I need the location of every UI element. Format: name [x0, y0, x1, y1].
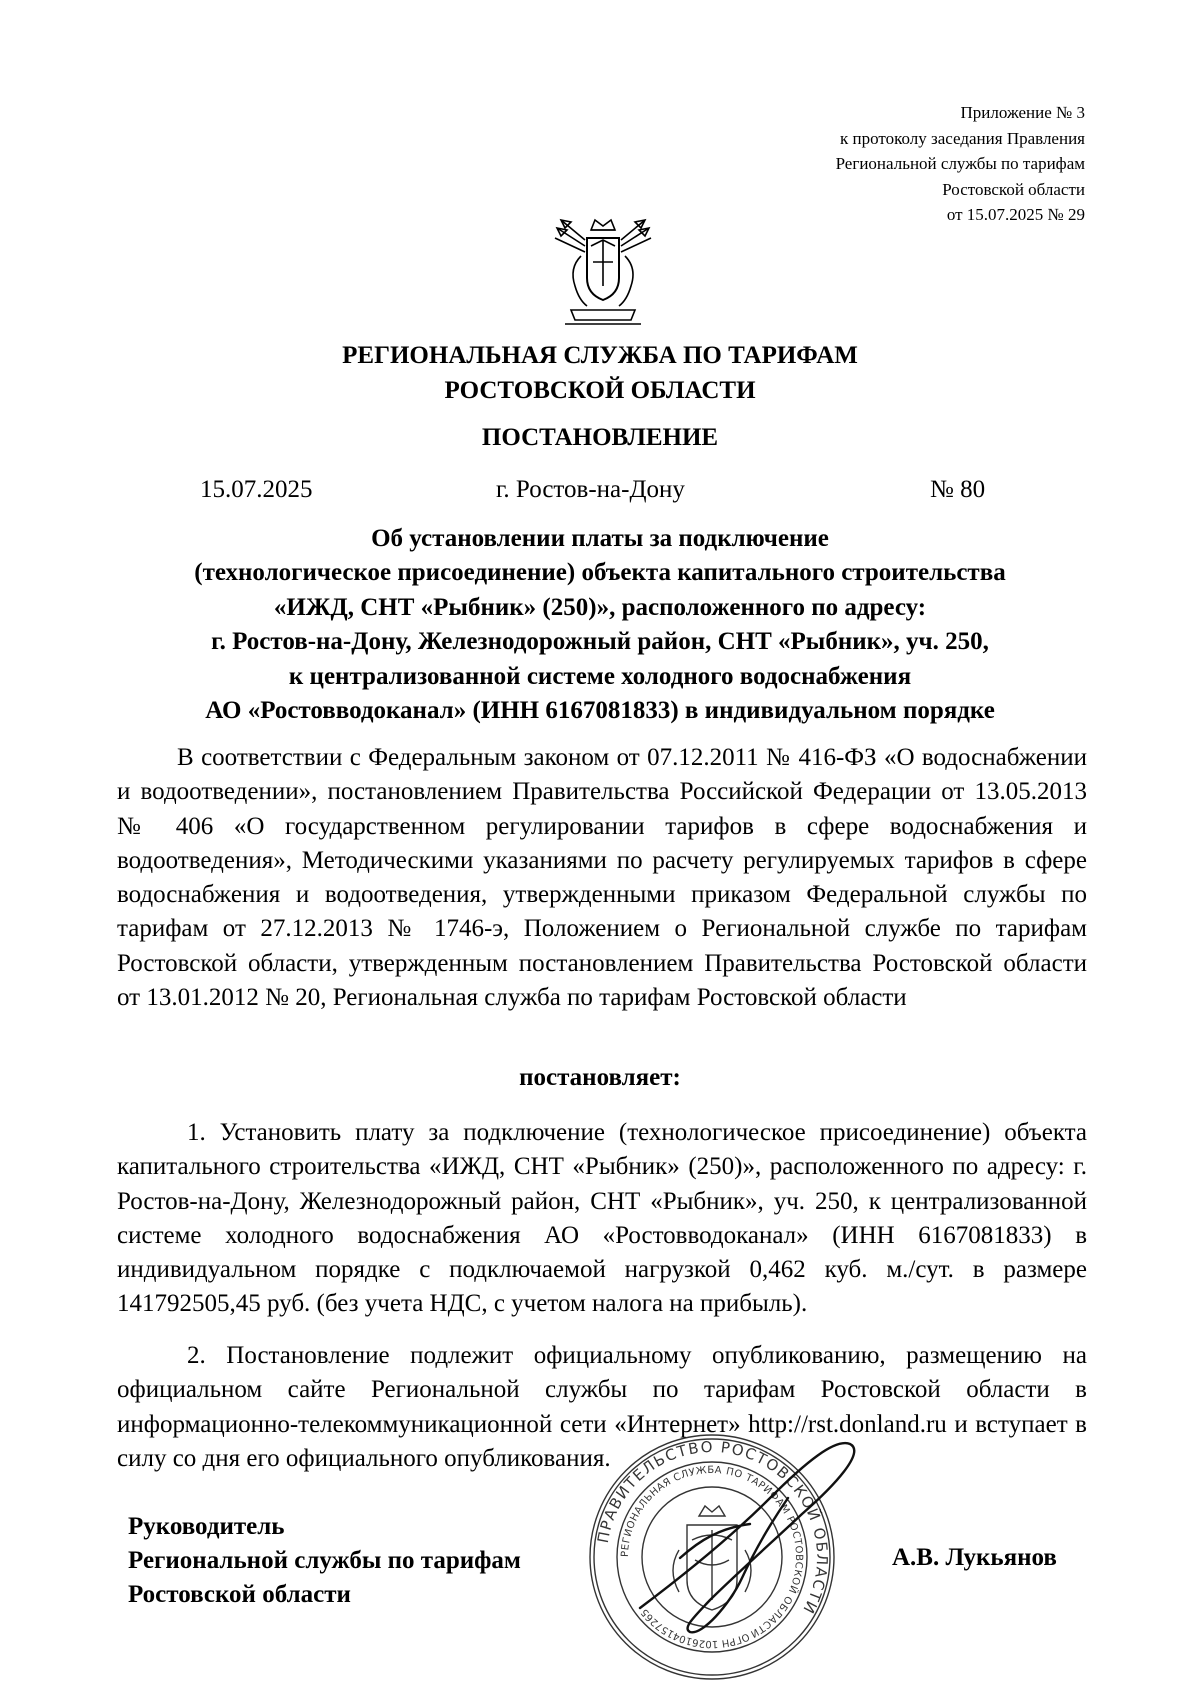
subject-line: Об установлении платы за подключение [371, 525, 829, 552]
document-city: г. Ростов-на-Дону [496, 476, 685, 503]
signatory-position-line: Руководитель [128, 1513, 285, 1540]
item-1-paragraph: 1. Установить плату за подключение (технологическое присоединение) объекта капитального строительства «ИЖД, СНТ «Рыбник» (250)», расположенного по адресу: г. Ростов-на-Дону, Железнодорожный район, СНТ «Рыбник», уч. 250, к централизованной системе холодного водоснабжения АО «Ростовводоканал» (ИНН 6167081833) в индивидуальном порядке с подключаемой нагрузкой 0,462 куб. м./сут. в размере 141792505,45 руб. (без учета НДС, с учетом налога на прибыль). [117, 1119, 1087, 1318]
appendix-line: от 15.07.2025 № 29 [946, 205, 1085, 224]
coat-of-arms-icon [551, 216, 655, 328]
signatory-name: А.В. Лукьянов [892, 1544, 1057, 1571]
signatory-position-line: Ростовской области [128, 1581, 351, 1608]
document-date: 15.07.2025 [200, 476, 313, 503]
item-2-paragraph: 2. Постановление подлежит официальному опубликованию, размещению на официальном сайте Региональной службы по тарифам Ростовской области в информационно-телекоммуникационной сети «Интернет» http://rst.donland.ru и вступает в силу со дня его официального опубликования. [117, 1342, 1087, 1472]
appendix-line: к протоколу заседания Правления [840, 128, 1085, 148]
org-line: РОСТОВСКОЙ ОБЛАСТИ [444, 377, 756, 404]
document-subject [0, 522, 1200, 728]
preamble-paragraph: В соответствии с Федеральным законом от 07.12.2011 № 416-ФЗ «О водоснабжении и водоотведении», постановлением Правительства Российской Федерации от 13.05.2013 № 406 «О государственном регулировании тарифов в сфере водоснабжения и водоотведения», Методическими указаниями по расчету регулируемых тарифов в сфере водоснабжения и водоотведения, утвержденными приказом Федеральной службы по тарифам от 27.12.2013 № 1746-э, Положением о Региональной службе по тарифам Ростовской области, утвержденным постановлением Правительства Ростовской области от 13.01.2012 № 20, Региональная служба по тарифам Ростовской области [117, 744, 1087, 1012]
organization-title [0, 338, 1200, 408]
document-number: № 80 [930, 476, 986, 503]
signatory-position-line: Региональной службы по тарифам [128, 1547, 521, 1574]
document-type: ПОСТАНОВЛЕНИЕ [481, 424, 719, 451]
subject-line: «ИЖД, СНТ «Рыбник» (250)», расположенного по адресу: [273, 593, 927, 621]
subject-line: г. Ростов-на-Дону, Железнодорожный район, СНТ «Рыбник», уч. 250, [211, 628, 989, 656]
subject-line: АО «Ростовводоканал» (ИНН 6167081833) в индивидуальном порядке [205, 697, 995, 725]
appendix-note [836, 100, 1085, 228]
appendix-line: Ростовской области [942, 179, 1085, 199]
appendix-line: Приложение № 3 [960, 103, 1085, 122]
seal-inner-text: РЕГИОНАЛЬНАЯ СЛУЖБА ПО ТАРИФАМ РОСТОВСКОЙ ОБЛАСТИ [619, 1464, 805, 1640]
subject-line: к централизованной системе холодного водоснабжения [288, 662, 912, 690]
signatory-position [128, 1510, 521, 1612]
handwritten-signature [620, 1428, 880, 1648]
seal-outer-text: ПРАВИТЕЛЬСТВО РОСТОВСКОЙ ОБЛАСТИ [593, 1437, 832, 1618]
org-line: РЕГИОНАЛЬНАЯ СЛУЖБА ПО ТАРИФАМ [342, 342, 858, 369]
seal-ogrn-text: ОГРН 1026104157265 [639, 1606, 751, 1650]
decides-heading: постановляет: [519, 1064, 681, 1091]
appendix-line: Региональной службы по тарифам [835, 154, 1085, 173]
subject-line: (технологическое присоединение) объекта капитального строительства [194, 559, 1006, 587]
